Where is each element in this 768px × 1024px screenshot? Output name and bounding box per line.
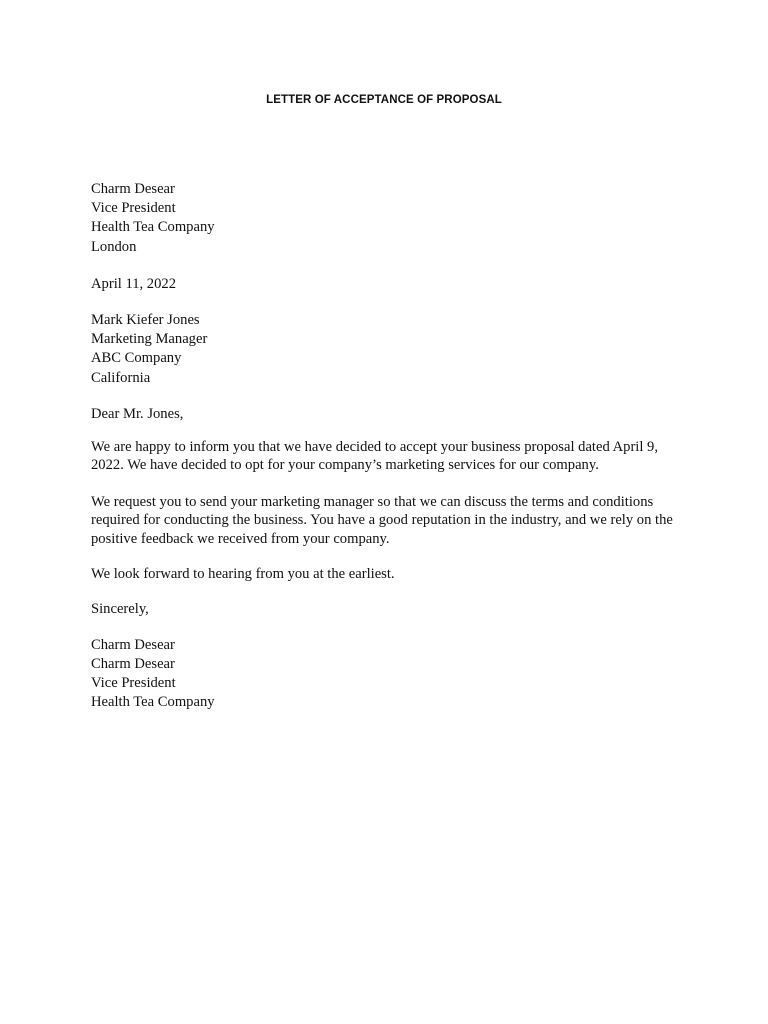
signature-signed-name: Charm Desear [91,636,175,653]
letter-date: April 11, 2022 [91,275,176,292]
body-paragraph-1: We are happy to inform you that we have decided to accept your business proposal dated April 9, 2022. We have decided to opt for your company’s marketing services for our company. [91,439,659,474]
sender-company: Health Tea Company [91,219,215,236]
closing: Sincerely, [91,601,149,618]
salutation-block [91,405,691,424]
sender-position: Vice President [91,200,176,217]
recipient-company: ABC Company [91,350,182,367]
signature-company: Health Tea Company [91,694,215,711]
signature-block [91,636,691,713]
closing-block [91,600,691,619]
recipient-position: Marketing Manager [91,331,208,348]
letter-body [91,180,691,712]
sender-address-block [91,180,691,257]
recipient-location: California [91,369,151,386]
recipient-name: Mark Kiefer Jones [91,312,200,329]
body-paragraph-3: We look forward to hearing from you at the earliest. [91,566,395,583]
body-paragraph-2: We request you to send your marketing manager so that we can discuss the terms and conditions required for conducting the business. You have a good reputation in the industry, and we rely on the positive feedback we received from your company. [91,493,673,547]
sender-name: Charm Desear [91,181,175,197]
salutation: Dear Mr. Jones, [91,405,184,422]
letter-title: LETTER OF ACCEPTANCE OF PROPOSAL [266,94,502,106]
date-block [91,275,691,294]
recipient-address-block [91,311,691,388]
signature-position: Vice President [91,675,176,692]
sender-location: London [91,238,137,255]
signature-name: Charm Desear [91,655,175,672]
